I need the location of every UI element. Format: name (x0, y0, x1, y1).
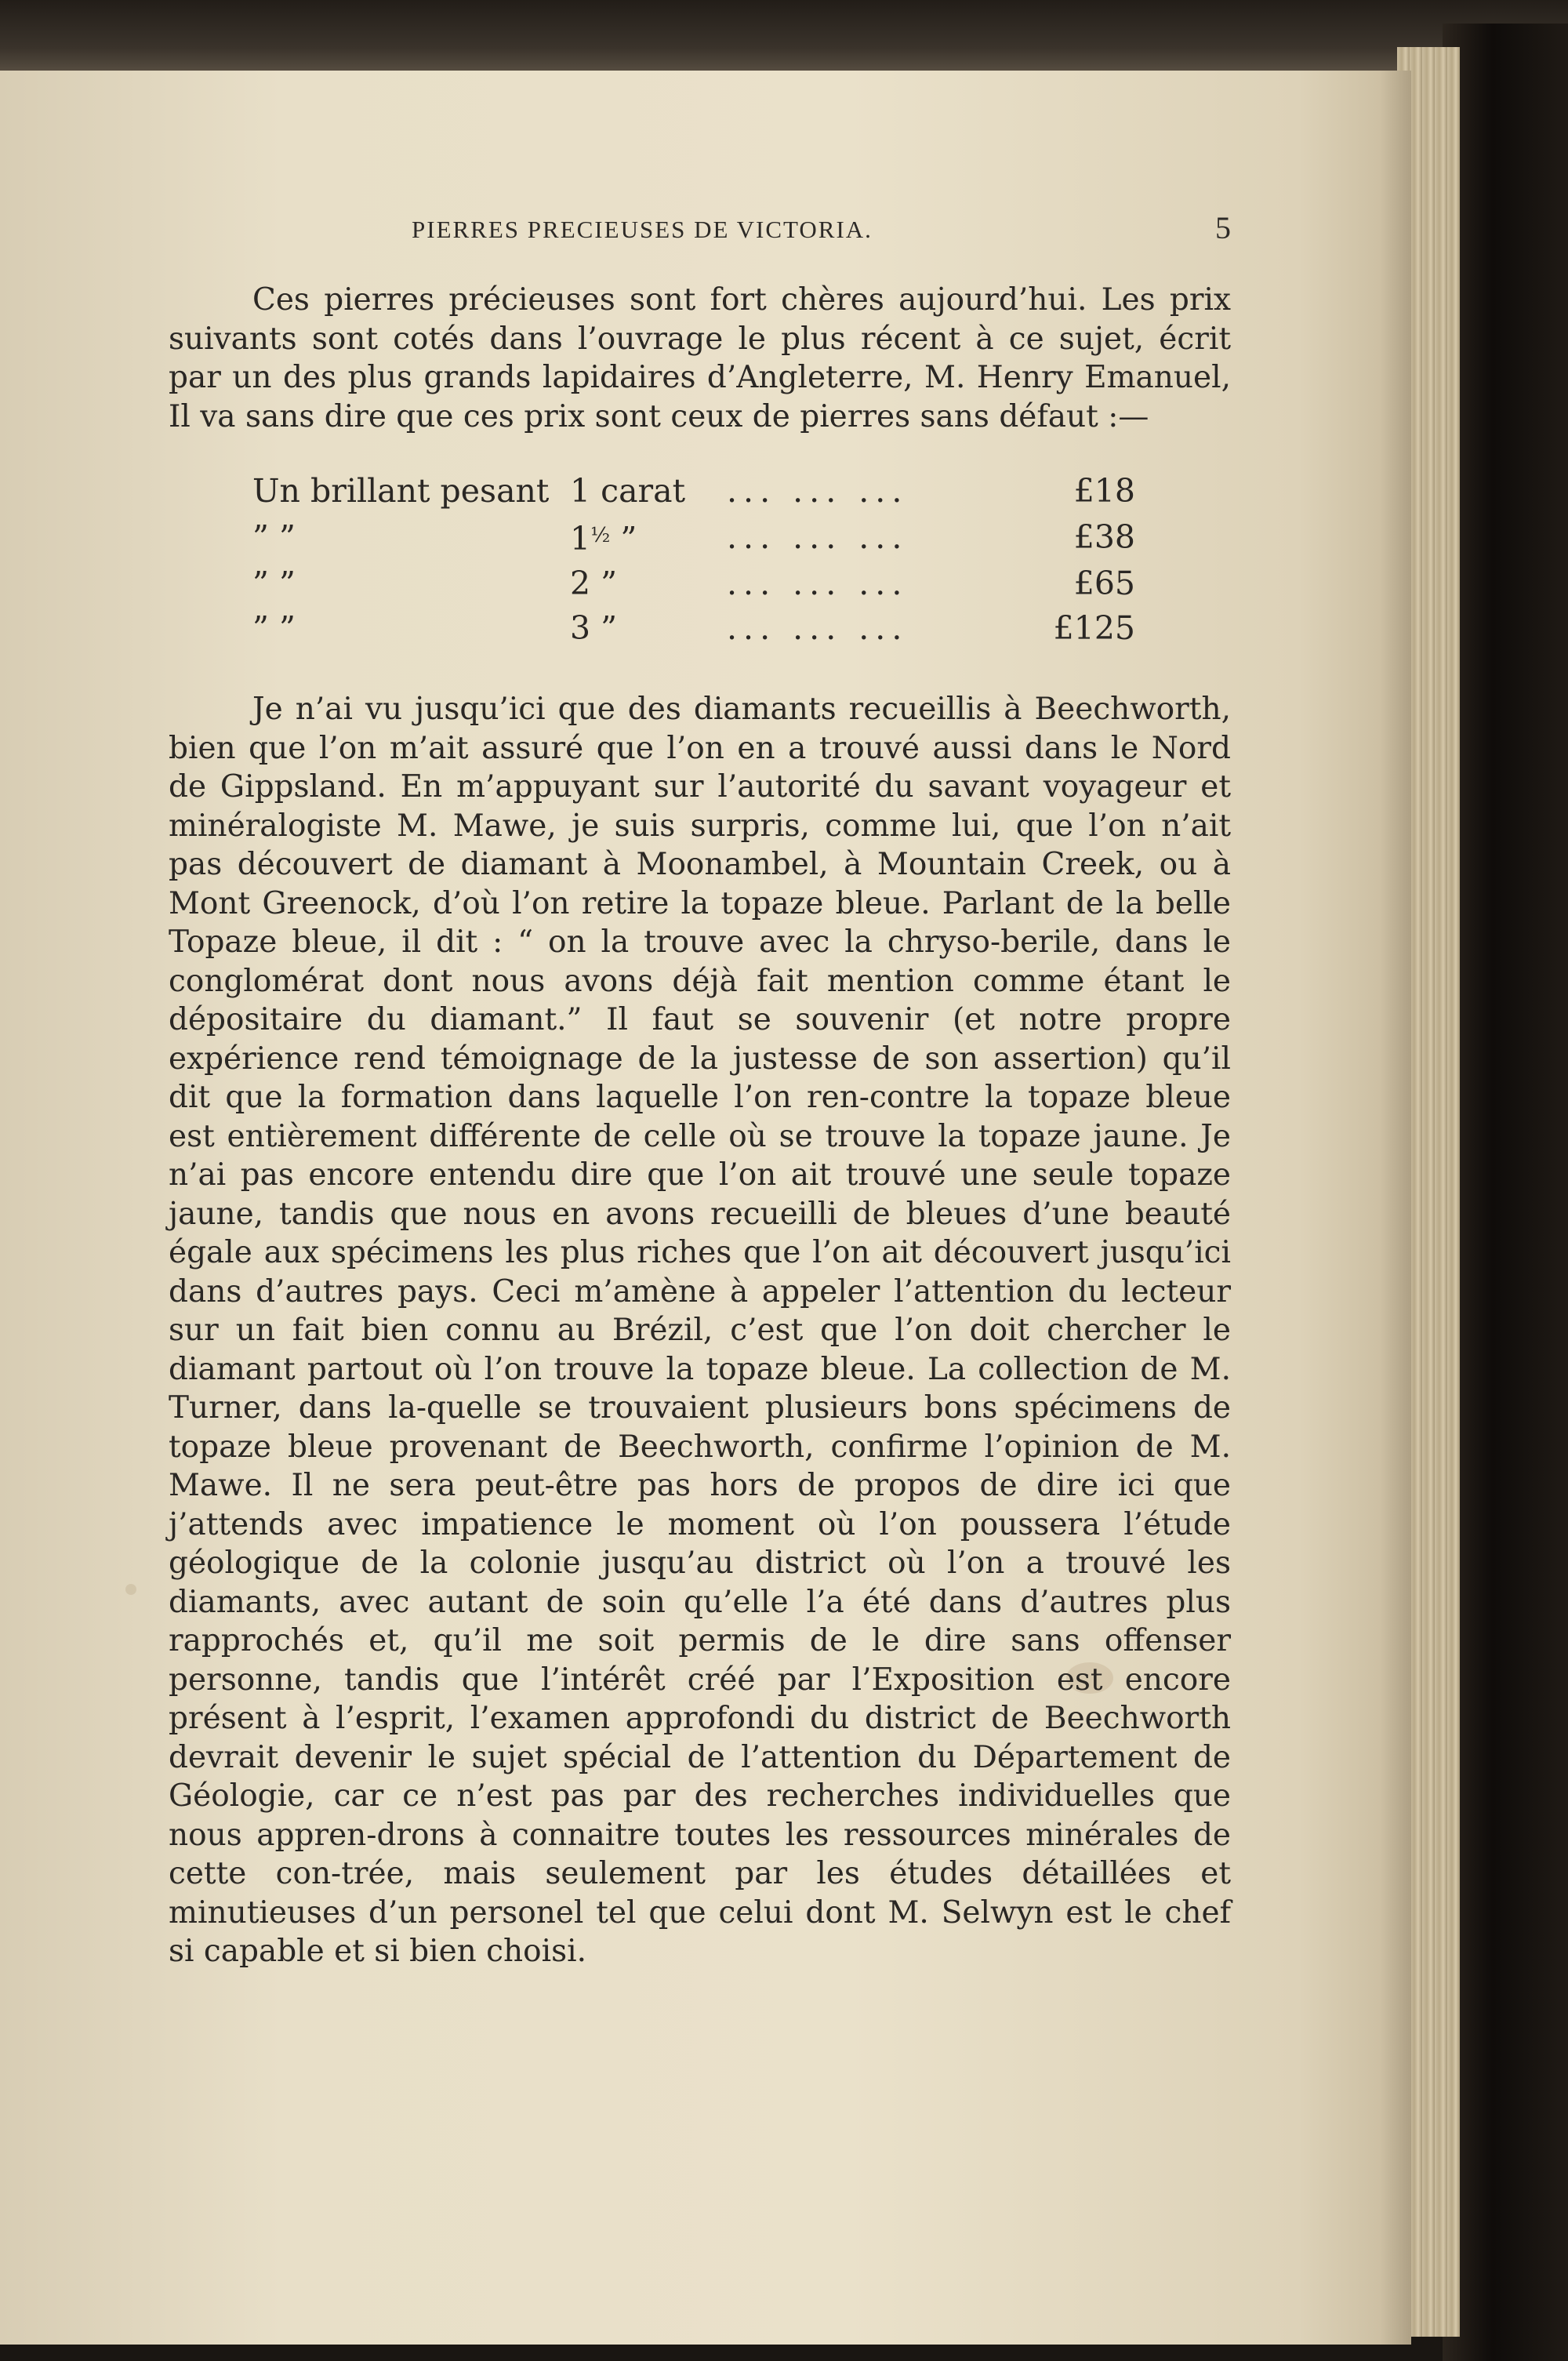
paragraph-diamonds: Je n’ai vu jusqu’ici que des diamants recueillis à Beechworth, bien que l’on m’ait assuré que l’on en a trouvé aussi dans le Nord de Gippsland. En m’appuyant sur l’autorité du savant voyageur et minéralogiste M. Mawe, je suis surpris, comme lui, que l’on n’ait pas découvert de diamant à Moonambel, à Mountain Creek, ou à Mont Greenock, d’où l’on retire la topaze bleue. Parlant de la belle Topaze bleue, il dit : “ on la trouve avec la chryso-berile, dans le conglomérat dont nous avons déjà fait mention comme étant le dépositaire du diamant.” Il faut se souvenir (et notre propre expérience rend témoignage de la justesse de son assertion) qu’il dit que la formation dans laquelle l’on ren-contre la topaze bleue est entièrement différente de celle où se trouve la topaze jaune. Je n’ai pas encore entendu dire que l’on ait trouvé une seule topaze jaune, tandis que nous en avons recueilli de bleues d’une beauté égale aux spécimens les plus riches que l’on ait découvert jusqu’ici dans d’autres pays. Ceci m’amène à appeler l’attention du lecteur sur un fait bien connu au Brézil, c’est que l’on doit chercher le diamant partout où l’on trouve la topaze bleue. La collection de M. Turner, dans la-quelle se trouvaient plusieurs bons spécimens de topaze bleue provenant de Beechworth, confirme l’opinion de M. Mawe. Il ne sera peut-être pas hors de propos de dire ici que j’attends avec impatience le moment où l’on poussera l’étude géologique de la colonie jusqu’au district où l’on a trouvé les diamants, avec autant de soin qu’elle l’a été dans d’autres plus rapprochés et, qu’il me soit permis de le dire sans offenser personne, tandis que l’intérêt créé par l’Exposition est encore présent à l’esprit, l’examen approfondi du district de Beechworth devrait devenir le sujet spécial de l’attention du Département de Géologie, car ce n’est pas par des recherches individuelles que nous appren-drons à connaitre toutes les ressources minérales de cette con-trée, mais seulement par les études détaillées et minutieuses d’un personel tel que celui dont M. Selwyn est le chef si capable et si bien choisi. (169, 692, 1231, 1969)
table-cell-price: £125 (1053, 609, 1135, 647)
table-cell-price: £38 (1073, 518, 1135, 556)
weight-whole: 1 (570, 520, 591, 558)
table-cell-weight: 2 ” (570, 565, 618, 602)
running-header (412, 210, 1231, 255)
running-title: PIERRES PRECIEUSES DE VICTORIA. (412, 216, 873, 243)
table-cell-price: £65 (1073, 565, 1135, 602)
paragraph-intro: Ces pierres précieuses sont fort chères aujourd’hui. Les prix suivants sont cotés dans l’ouvrage le plus récent à ce sujet, écrit par un des plus grands lapidaires d’Angleterre, M. Henry Emanuel, Il va sans dire que ces prix sont ceux de pierres sans défaut :— (169, 282, 1231, 434)
table-cell-price: £18 (1073, 472, 1135, 510)
table-row (252, 606, 1135, 651)
weight-fraction: ½ (590, 524, 611, 547)
page-number: 5 (1215, 210, 1231, 245)
table-cell-item: ” ” (252, 518, 296, 556)
weight-unit-ditto: ” (620, 520, 637, 558)
price-table (252, 469, 1135, 651)
table-cell-weight: 3 ” (570, 609, 618, 647)
table-cell-leader: ... ... ... (727, 609, 909, 647)
table-row (252, 561, 1135, 606)
table-row (252, 469, 1135, 514)
table-cell-leader: ... ... ... (727, 565, 909, 602)
page-gutter-shadow (1380, 71, 1411, 2345)
table-cell-leader: ... ... ... (727, 472, 909, 510)
book-binding (1443, 24, 1568, 2361)
table-cell-item: ” ” (252, 565, 296, 602)
table-cell-weight: 1 carat (570, 472, 686, 510)
table-cell-item: ” ” (252, 609, 296, 647)
table-cell-weight (570, 514, 727, 561)
main-text (169, 281, 1231, 1971)
book-top-edge (0, 0, 1568, 74)
paper-stain (125, 1584, 136, 1595)
table-row (252, 514, 1135, 561)
table-cell-item: Un brillant pesant (252, 472, 550, 510)
table-cell-leader: ... ... ... (727, 518, 909, 556)
